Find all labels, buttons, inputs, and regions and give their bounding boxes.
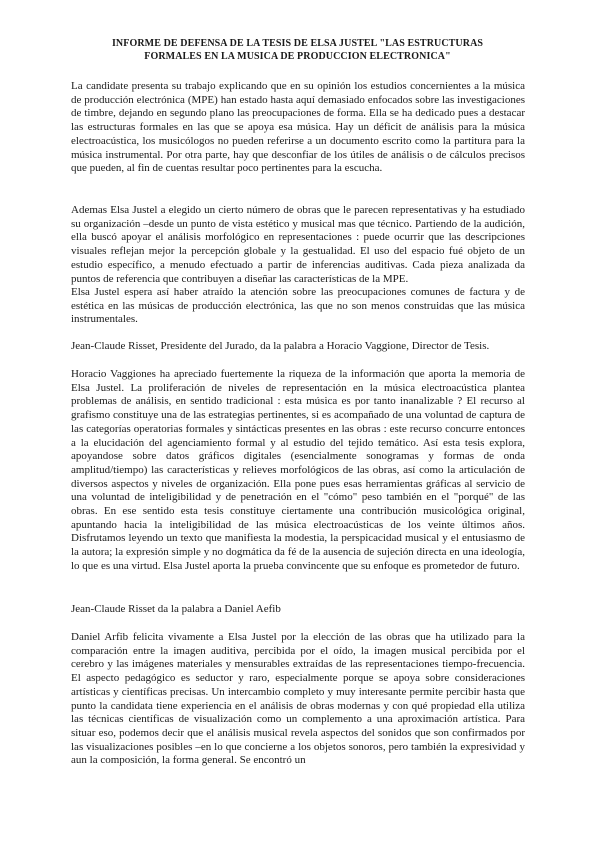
title-line-2: FORMALES EN LA MUSICA DE PRODUCCION ELECTRONICA" (144, 51, 451, 62)
paragraph-corpus-selection: Ademas Elsa Justel a elegido un cierto número de obras que le parecen representativas y ha estudiado su organización –desde un punto de vista estético y musical mas que técnico. Partiendo de la audición, ella buscó apoyar el análisis morfológico en representaciones : puede ocurrir que las descripciones visuales reflejan mejor la percepción globale y la gestualidad. El uso del espacio fué objeto de un estudio específico, a menudo efectuado a partir de inferencias auditivas. Cada pieza analizada da puntos de referencia que contribuyen a diseñar las características de la MPE. (71, 204, 525, 285)
paragraph-risset-arfib: Jean-Claude Risset da la palabra a Daniel Aefib (71, 603, 281, 615)
paragraph-candidate-presentation: La candidate presenta su trabajo explicando que en su opinión los estudios concernientes a la música de producción electrónica (MPE) han estado hasta aquí demasiado enfocados sobre las investigaciones de timbre, dejando en segundo plano las preocupaciones de forma. Ella se ha dedicado pues a destacar las estructuras formales en las que se apoya esa música. Hay un déficit de análisis para la música electroacústica, los musicólogos no pueden referirse a un documento escrito como la partitura para la música instrumental. Por otra parte, hay que desconfiar de los útiles de análisis o de cálculos precisos que pueden, al fin de cuentas resultar poco pertinentes para la escucha. (71, 80, 525, 175)
paragraph-vaggione-report: Horacio Vaggiones ha apreciado fuertemente la riqueza de la información que aporta la memoria de Elsa Justel. La proliferación de niveles de representación en la música electroacústica plantea problemas de análisis, en sentido tradicional : esta música es por tanto inanalizable ? El recurso al grafismo constituye una de las estrategias pertinentes, si es acompañado de una voluntad de captura de las categorías operatorias formales y sintácticas presentes en las obras : este recurso concurre entonces a la elucidación del agenciamiento formal y al estudio del tejido temático. Así esta tesis explora, apoyandose sobre datos gráficos digitales (esencialmente sonogramas y formas de onda amplitud/tiempo) las características y relieves morfológicos de las obras, así como la articulación de diversos aspectos y niveles de organización. Ella pone pues esas herramientas gráficas al servicio de una voluntad de inteligibilidad y de penetración en el "cómo" peso también en el "porqué" de las obras. En ese sentido esta tesis constituye ciertamente una contribución musicológica original, apuntando hacia la inteligibilidad de las música electroacústicas de los veinte últimos años. Disfrutamos leyendo un texto que manifiesta la modestia, la perspicacidad musical y el entusiasmo de la autora; la expresión simple y no dogmática da fé de la ausencia de sujeción directa en una ideología, lo que es una virtud. Elsa Justel aporta la prueba convincente que su enfoque es prometedor de futuro. (71, 368, 525, 572)
paragraph-common-concerns: Elsa Justel espera así haber atraído la atención sobre las preocupaciones comunes de factura y de estética en las músicas de producción electrónica, las que no son menos construidas que las música instrumentales. (71, 286, 525, 326)
title-line-1: INFORME DE DEFENSA DE LA TESIS DE ELSA JUSTEL "LAS ESTRUCTURAS (111, 38, 484, 49)
paragraph-arfib-report: Daniel Arfib felicita vivamente a Elsa Justel por la elección de las obras que ha utilizado para la comparación entre la imagen auditiva, percibida por el oído, la imagen musical percibida por el cerebro y las imágenes materiales y mensurables extraídas de las representaciones tiempo-frecuencia. El aspecto pedagógico es seductor y raro, especialmente porque se apoya sobre consideraciones artísticas y científicas precisas. Un intercambio completo y muy interesante permite percibir hasta que punto la candidata tiene experiencia en el análisis de obras modernas y con qué propiedad ella utiliza las técnicas científicas de visualización como un complemento a una aproximación artística. Para situar eso, podemos decir que el análisis musical revela aspectos del sonidos que son confirmados por las visualizaciones posibles –en lo que concierne a los objetos sonoros, pero también la expresividad y aun la composición, la forma general. Se encontró un (71, 631, 525, 767)
paragraph-risset-vaggione: Jean-Claude Risset, Presidente del Jurado, da la palabra a Horacio Vaggione, Director de Tesis. (71, 340, 490, 352)
document-title (80, 37, 515, 63)
